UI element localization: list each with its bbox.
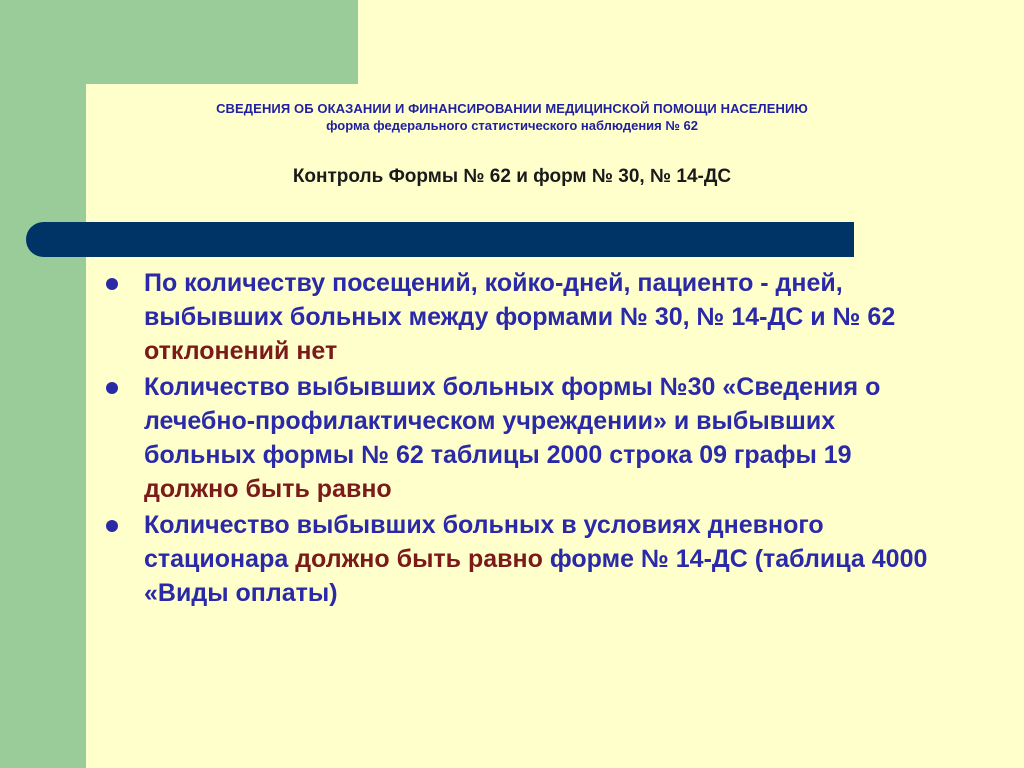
bullet-dot-icon [106,382,118,394]
divider-bar [26,222,854,257]
bullet-list [106,266,946,612]
header-block [86,100,938,134]
bullet-accent: отклонений нет [144,337,338,365]
bullet-item-1 [106,266,946,368]
green-band-left [0,0,86,768]
bullet-text: По количеству посещений, койко-дней, пациенто - дней, выбывших больных между формами № 30, № 14-ДС и № 62 [144,269,896,331]
bullet-dot-icon [106,520,118,532]
header-title: СВЕДЕНИЯ ОБ ОКАЗАНИИ И ФИНАНСИРОВАНИИ МЕДИЦИНСКОЙ ПОМОЩИ НАСЕЛЕНИЮ [216,101,808,116]
bullet-accent: должно быть равно [295,545,543,573]
bullet-accent: должно быть равно [144,475,392,503]
header-form-caption: форма федерального статистического наблюдения № 62 [326,118,698,133]
bullet-tail: форме № 14-ДС (таблица 4000 «Виды оплаты) [144,545,928,607]
green-band-top [0,0,358,84]
bullet-item-2 [106,370,946,506]
bullet-text: Количество выбывших больных в условиях дневного стационара [144,511,824,573]
slide-subtitle: Контроль Формы № 62 и форм № 30, № 14-ДС [292,166,732,187]
bullet-dot-icon [106,278,118,290]
bullet-item-3 [106,508,946,610]
bullet-text: Количество выбывших больных формы №30 «Сведения о лечебно-профилактическом учреждении» и выбывших больных формы № 62 таблицы 2000 строка 09 графы 19 [144,373,881,469]
